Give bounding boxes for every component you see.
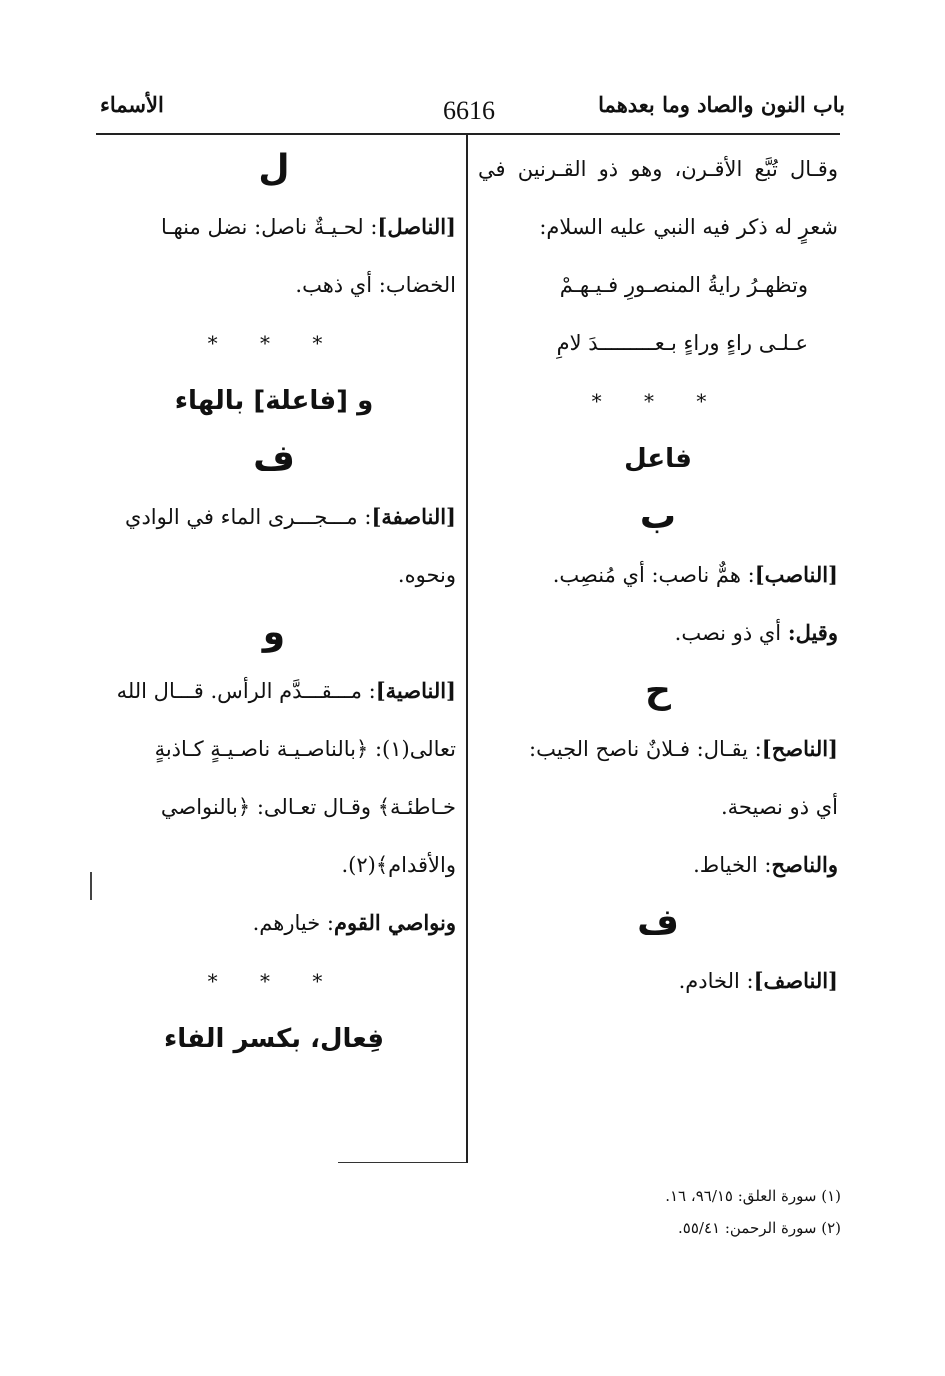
entry-line [478,546,838,604]
entry-line [92,662,456,720]
text-line: وقـال تُبَّع الأقـرن، وهو ذو القـرنين في [478,157,838,181]
letter-heading: ب [639,496,677,537]
letter-heading: و [262,612,286,653]
entry-definition: : همٌّ ناصب: أي مُنصِب. [552,563,755,587]
margin-mark [90,872,92,900]
entry-definition: : يقـال: فـلانٌ ناصح الجيب: [529,737,762,761]
text-line: شعرٍ له ذكر فيه النبي عليه السلام: [539,215,838,239]
letter-heading: ف [637,902,679,943]
text-line: والأقدام﴾(٢). [341,853,456,877]
letter-heading: ل [258,148,290,189]
section-heading: فاعل [624,444,692,474]
entry-term: [الناصفة] [371,504,456,529]
entry-line [92,488,456,546]
section-heading: فِعال، بكسر الفاء [164,1024,384,1054]
entry-term: [الناصل] [377,214,456,239]
section-heading: و [فاعلة] بالهاء [174,386,374,416]
entry-term: والناصح [771,852,838,877]
header-rule [96,133,840,135]
entry-term: [الناصح] [761,736,838,761]
entry-definition: : مـــقـــدَّم الرأس. قـــال الله [116,679,376,703]
left-column [92,140,456,1068]
footnote: (١) سورة العلق: ٩٦/١٥، ١٦. [665,1187,841,1205]
footnote-rule [338,1162,466,1163]
entry-term: [الناصية] [375,678,456,703]
letter-heading: ح [645,670,671,711]
entry-definition: : مـــجـــرى الماء في الوادي [125,505,372,529]
text-line: ونحوه. [397,563,456,587]
footnotes [665,1180,841,1244]
page-number: 6616 [443,96,495,125]
footnote: (٢) سورة الرحمن: ٥٥/٤١. [678,1219,841,1237]
column-divider [466,135,468,1163]
entry-line [478,604,838,662]
separator-stars: * * * [591,389,725,413]
letter-heading: ف [253,438,295,479]
text-line: أي ذو نصيحة. [721,795,838,819]
right-column [478,140,838,1010]
entry-definition: أي ذو نصب. [674,621,782,645]
entry-line [478,836,838,894]
entry-term: وقيل: [787,620,838,645]
separator-stars: * * * [207,331,341,355]
entry-term: [الناصب] [754,562,838,587]
text-line: خـاطئـة﴾ وقـال تعـالى: ﴿بالنواصي [160,795,456,819]
separator-stars: * * * [207,969,341,993]
entry-definition: : خيارهم. [252,911,334,935]
entry-line [92,198,456,256]
verse-line: وتظهـرُ رايةُ المنصـورِ فـيـهـمْ [559,273,808,297]
verse-line: عـلـى راءٍ وراءٍ بـعـــــــــدَ لامِ [556,331,808,355]
running-header-chapter: باب النون والصاد وما بعدهما [598,92,845,117]
entry-term: ونواصي القوم [333,910,456,935]
text-line: الخضاب: أي ذهب. [295,273,456,297]
entry-term: [الناصف] [753,968,838,993]
entry-definition: : الخادم. [678,969,754,993]
entry-line [478,720,838,778]
entry-definition: : لحـيـةٌ ناصل: نضل منهـا [160,215,378,239]
entry-line [478,952,838,1010]
running-header-section: الأسماء [100,92,164,117]
text-line: تعالى(١): ﴿بالناصـيـة ناصـيـةٍ كـاذبةٍ [154,737,456,761]
entry-definition: : الخياط. [693,853,772,877]
entry-line [92,894,456,952]
